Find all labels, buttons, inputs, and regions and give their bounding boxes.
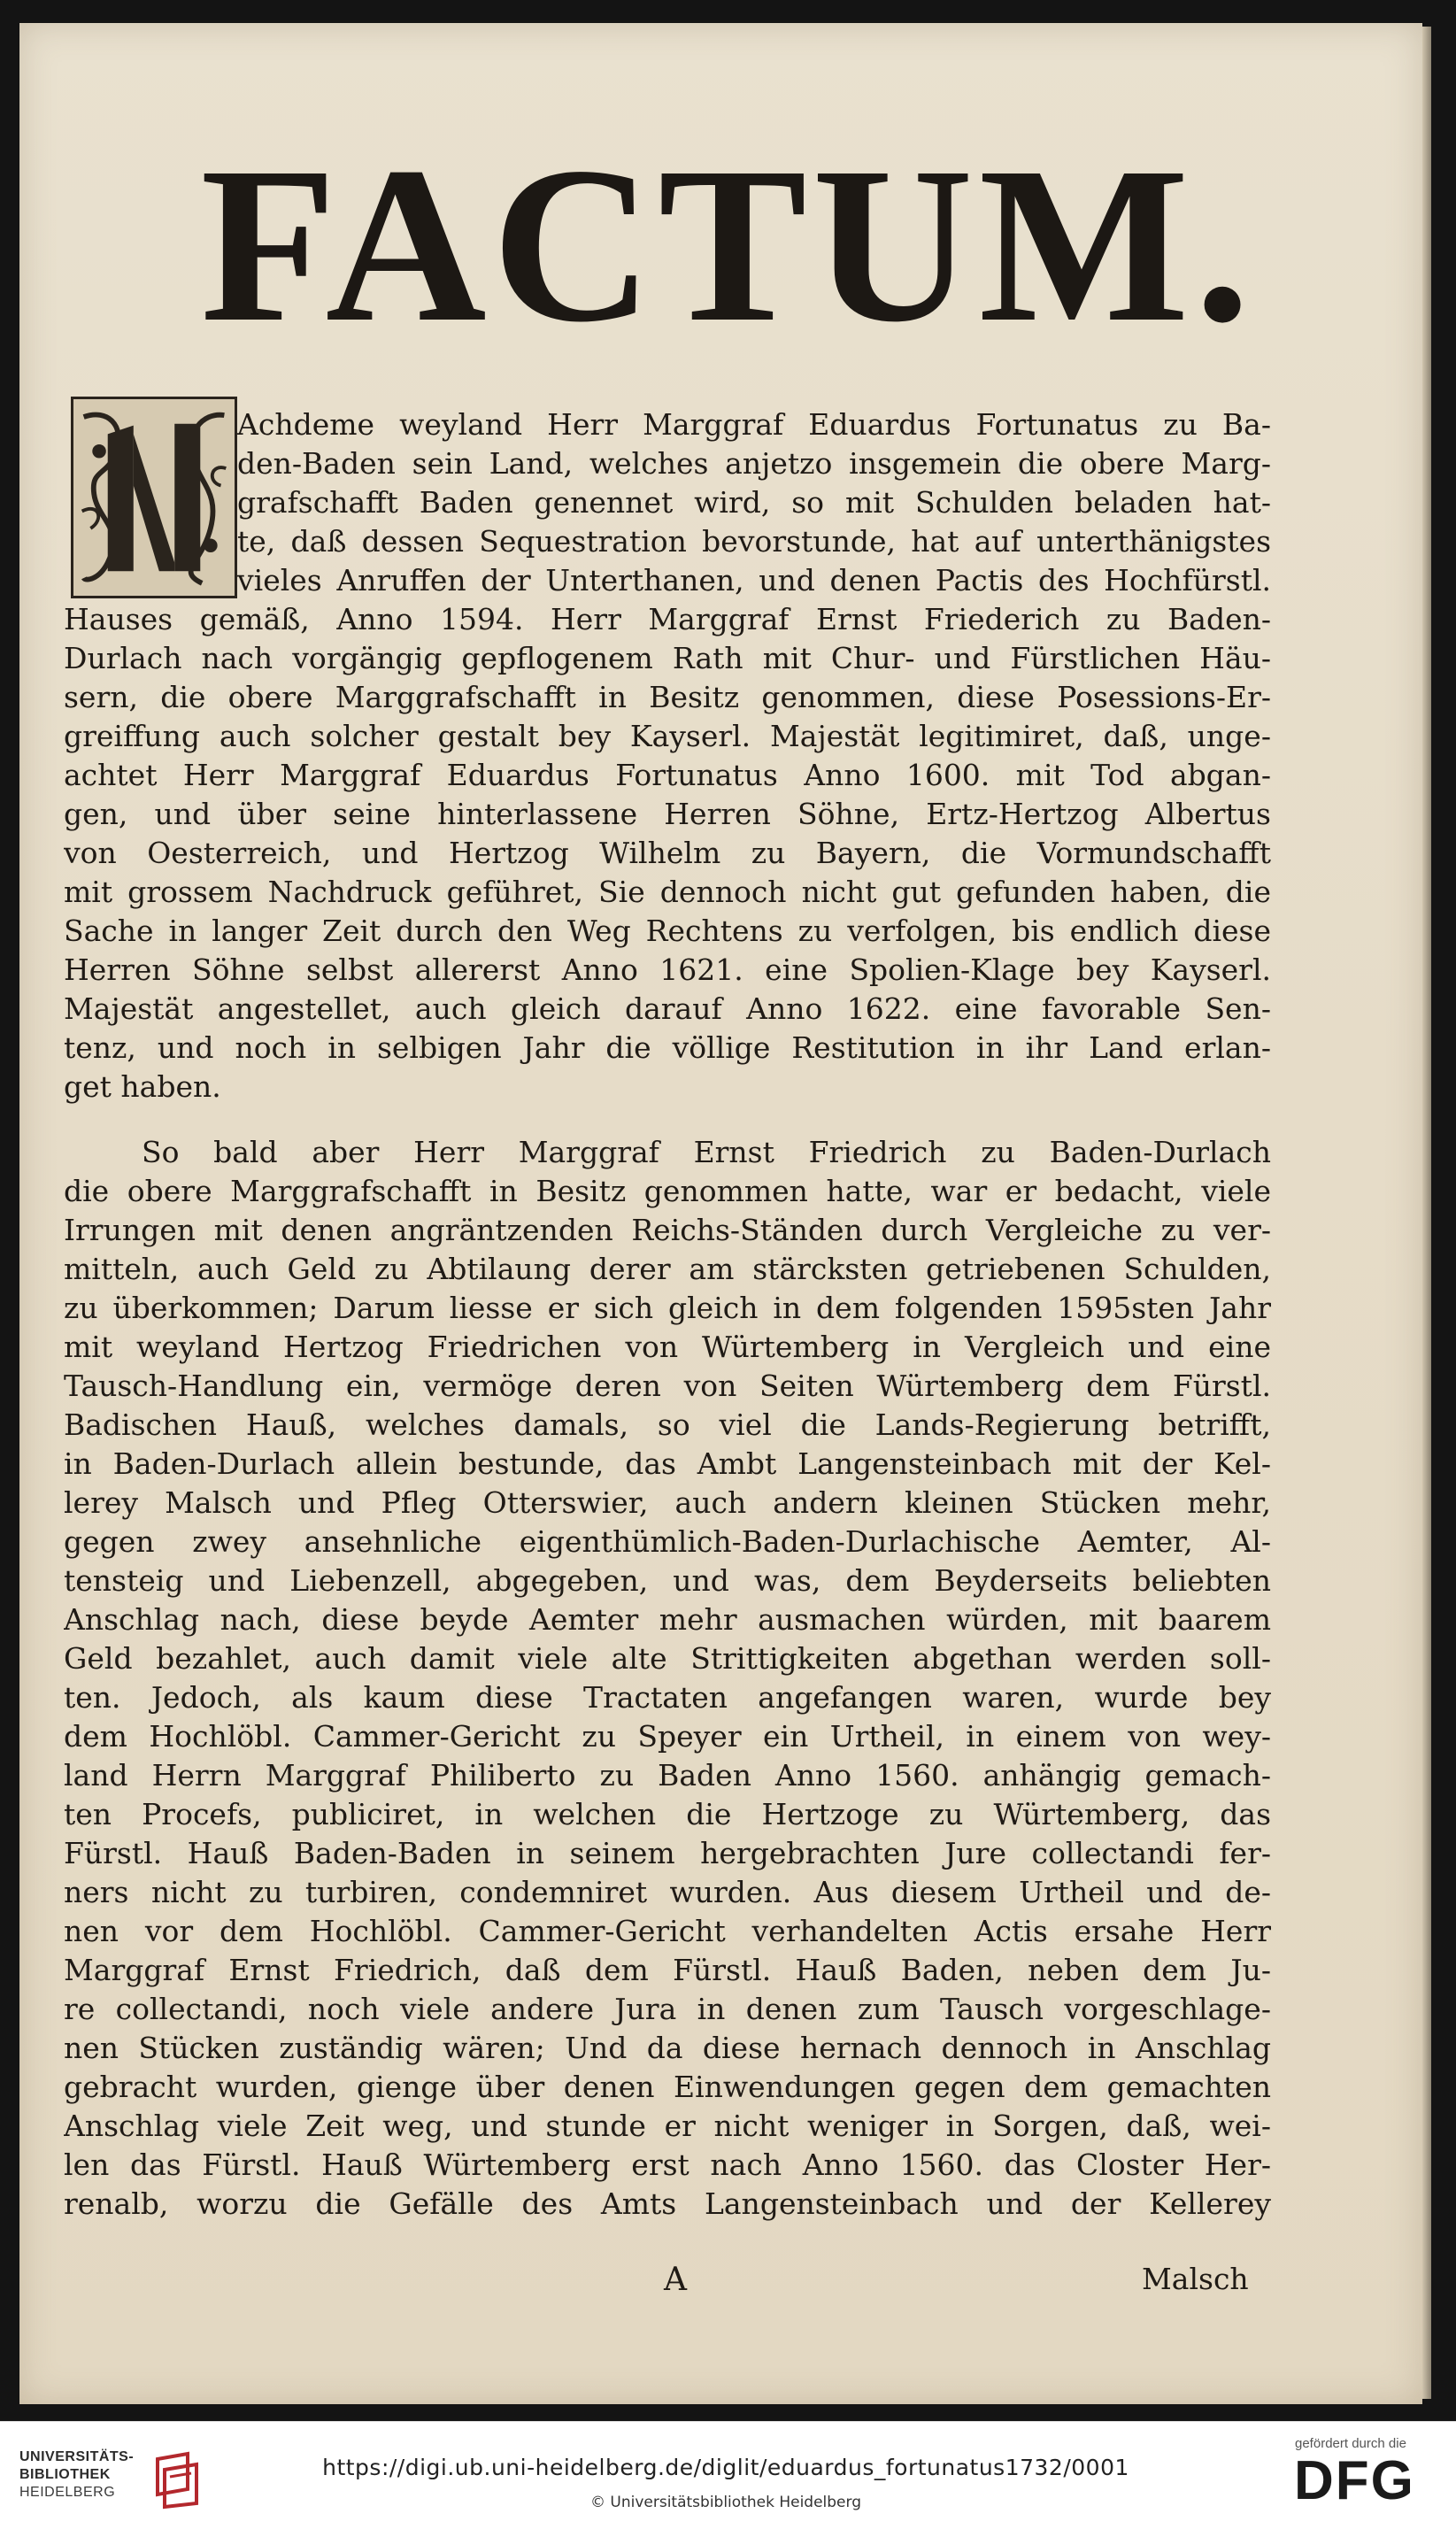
text-line: len das Fürstl. Hauß Würtemberg erst nach Anno 1560. das Closter Her- [64,2147,1271,2182]
text-line: zu überkommen; Darum liesse er sich gleich in dem folgenden 1595sten Jahr [64,1291,1271,1325]
text-line: renalb, worzu die Gefälle des Amts Langensteinbach und der Kellerey [64,2186,1271,2221]
document-title: FACTUM. [200,120,1256,368]
text-line: Fürstl. Hauß Baden-Baden in seinem hergebrachten Jure collectandi fer- [64,1836,1271,1870]
dfg-logo[interactable]: DFG [1294,2450,1415,2511]
text-line: gebracht wurden, gienge über denen Einwendungen gegen dem gemachten [64,2070,1271,2104]
text-line: mitteln, auch Geld zu Abtilaung derer am stärcksten getriebenen Schulden, [64,1252,1271,1286]
text-line: nen Stücken zuständig wären; Und da diese hernach dennoch in Anschlag [64,2031,1271,2065]
library-name-line2: BIBLIOTHEK [19,2467,111,2482]
text-line: Irrungen mit denen angräntzenden Reichs-Ständen durch Vergleiche zu ver- [64,1213,1271,1247]
text-line: Sache in langer Zeit durch den Weg Rechtens zu verfolgen, bis endlich diese [64,914,1271,948]
funder-label: gefördert durch die [1295,2436,1406,2451]
text-line: nen vor dem Hochlöbl. Cammer-Gericht verhandelten Actis ersahe Herr [64,1914,1271,1948]
text-line: tenz, und noch in selbigen Jahr die völlige Restitution in ihr Land erlan- [64,1030,1271,1065]
text-line: re collectandi, noch viele andere Jura in denen zum Tausch vorgeschlage- [64,1992,1271,2026]
copyright-notice: © Universitätsbibliothek Heidelberg [589,2494,861,2511]
text-line: get haben. [64,1069,221,1104]
text-line: Majestät angestellet, auch gleich darauf Anno 1622. eine favorable Sen- [64,991,1271,1026]
text-line: ners nicht zu turbiren, condemniret wurden. Aus diesem Urtheil und de- [64,1875,1271,1909]
library-name-line3: HEIDELBERG [19,2485,116,2500]
text-line: land Herrn Marggraf Philiberto zu Baden Anno 1560. anhängig gemach- [64,1758,1271,1793]
text-line: Durlach nach vorgängig gepflogenem Rath mit Chur- und Fürstlichen Häu- [64,641,1271,675]
text-line: Tausch-Handlung ein, vermöge deren von Seiten Würtemberg dem Fürstl. [64,1369,1271,1403]
signature-mark: A [664,2262,687,2298]
text-line: achtet Herr Marggraf Eduardus Fortunatus Anno 1600. mit Tod abgan- [64,758,1271,792]
library-name-line1: UNIVERSITÄTS- [19,2449,135,2464]
text-line: gen, und über seine hinterlassene Herren Söhne, Ertz-Hertzog Albertus [64,797,1271,831]
library-logo-icon[interactable] [152,2450,204,2510]
text-line: Geld bezahlet, auch damit viele alte Strittigkeiten abgethan werden soll- [64,1641,1271,1676]
text-line: Herren Söhne selbst allererst Anno 1621. eine Spolien-Klage bey Kayserl. [64,952,1271,987]
text-line: dem Hochlöbl. Cammer-Gericht zu Speyer ein Urtheil, in einem von wey- [64,1719,1271,1754]
text-line: Marggraf Ernst Friedrich, daß dem Fürstl. Hauß Baden, neben dem Ju- [64,1953,1271,1987]
text-line: Badischen Hauß, welches damals, so viel die Lands-Regierung betrifft, [64,1407,1271,1442]
text-line: die obere Marggrafschafft in Besitz genommen hatte, war er bedacht, viele [64,1174,1271,1208]
text-line: mit weyland Hertzog Friedrichen von Würtemberg in Vergleich und eine [64,1330,1271,1364]
catchword: Malsch [1142,2262,1249,2296]
text-line: sern, die obere Marggrafschafft in Besitz genommen, diese Posessions-Er- [64,680,1271,714]
text-line: ten Procefs, publiciret, in welchen die Hertzoge zu Würtemberg, das [64,1797,1271,1831]
text-line: von Oesterreich, und Hertzog Wilhelm zu Bayern, die Vormundschafft [64,836,1271,870]
text-line: te, daß dessen Sequestration bevorstunde, hat auf unterthänigstes [237,524,1271,559]
text-line: So bald aber Herr Marggraf Ernst Friedrich zu Baden-Durlach [142,1135,1271,1169]
text-line: greiffung auch solcher gestalt bey Kayserl. Majestät legitimiret, daß, unge- [64,719,1271,753]
text-line: tensteig und Liebenzell, abgegeben, und was, dem Beyderseits beliebten [64,1563,1271,1598]
text-line: lerey Malsch und Pfleg Otterswier, auch andern kleinen Stücken mehr, [64,1485,1271,1520]
text-line: mit grossem Nachdruck geführet, Sie dennoch nicht gut gefunden haben, die [64,875,1271,909]
text-line: Achdeme weyland Herr Marggraf Eduardus Fortunatus zu Ba- [237,407,1271,442]
text-line: Anschlag nach, diese beyde Aemter mehr ausmachen würden, mit baarem [64,1602,1271,1637]
text-line: gegen zwey ansehnliche eigenthümlich-Baden-Durlachische Aemter, Al- [64,1524,1271,1559]
text-line: Hauses gemäß, Anno 1594. Herr Marggraf Ernst Friederich zu Baden- [64,602,1271,636]
text-line: vieles Anruffen der Unterthanen, und denen Pactis des Hochfürstl. [237,563,1271,598]
text-line: in Baden-Durlach allein bestunde, das Ambt Langensteinbach mit der Kel- [64,1446,1271,1481]
text-line: Anschlag viele Zeit weg, und stunde er nicht weniger in Sorgen, daß, wei- [64,2109,1271,2143]
text-line: den-Baden sein Land, welches anjetzo insgemein die obere Marg- [237,446,1271,481]
permalink-url[interactable]: https://digi.ub.uni-heidelberg.de/diglit/eduardus_fortunatus1732/0001 [322,2455,1129,2480]
text-line: grafschafft Baden genennet wird, so mit Schulden beladen hat- [237,485,1271,520]
text-line: ten. Jedoch, als kaum diese Tractaten angefangen waren, wurde bey [64,1680,1271,1715]
